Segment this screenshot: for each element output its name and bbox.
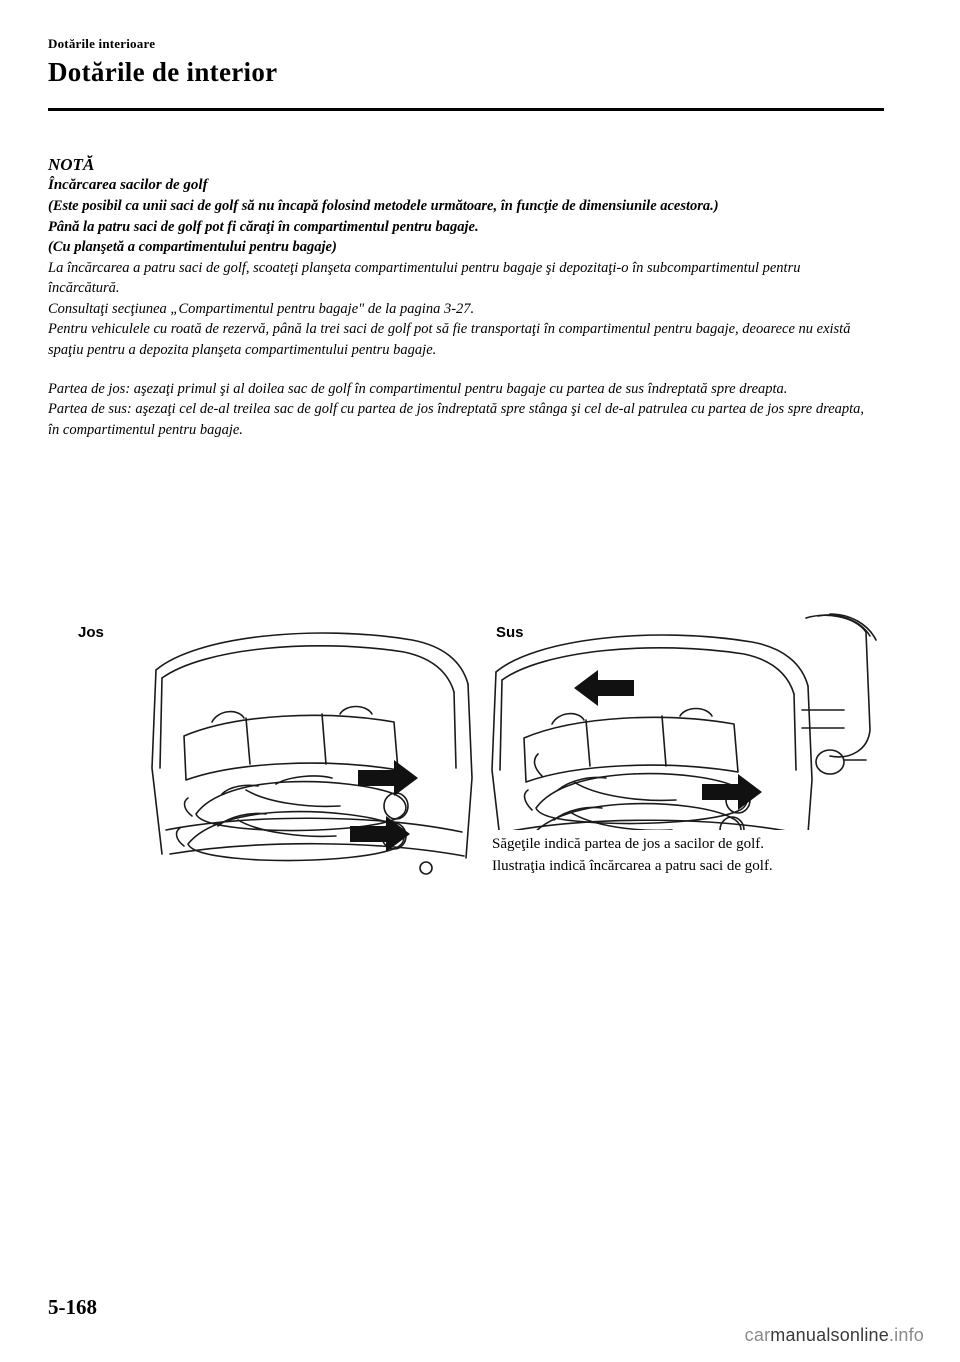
note-subtitle: Încărcarea sacilor de golf (48, 177, 208, 193)
watermark-suffix: .info (888, 1325, 924, 1345)
figure-golf-bag-loading (78, 618, 830, 888)
watermark-site (745, 1325, 924, 1346)
note-title: NOTĂ (48, 155, 95, 174)
page-header (48, 36, 884, 88)
illustration-bottom-loading (126, 618, 486, 888)
note-line-4: La încărcarea a patru saci de golf, scoateţi planşeta compartimentului pentru bagaje şi depozitaţi-o în subcompartimentul pentru încărcătură. (48, 259, 801, 297)
note-spacer (48, 361, 868, 379)
note-line-1: (Este posibil ca unii saci de golf să nu încapă folosind metodele următoare, în funcţie de dimensiunile acestora.) (48, 198, 719, 214)
figure-label-bottom: Jos (78, 624, 104, 641)
page-title: Dotările de interior (48, 57, 278, 87)
instruction-bottom: Partea de jos: aşezaţi primul şi al doilea sac de golf în compartimentul pentru bagaje cu partea de sus îndreptată spre dreapta. (48, 380, 788, 397)
note-line-2: Până la patru saci de golf pot fi căraţi în compartimentul pentru bagaje. (48, 218, 479, 235)
figure-caption (470, 830, 890, 880)
watermark-prefix: car (744, 1325, 771, 1345)
arrow-group-right (574, 670, 762, 810)
note-line-3: (Cu planşetă a compartimentului pentru bagaje) (48, 239, 337, 256)
note-line-6: Pentru vehiculele cu roată de rezervă, până la trei saci de golf pot să fie transportaţi în compartimentul pentru bagaje, deoarece nu există spaţiu pentru a depozita planşeta compartimentului pentru bagaje. (48, 321, 851, 359)
watermark-main: manualsonline (770, 1325, 889, 1345)
page-edge-graphic (800, 610, 890, 800)
figure-caption-line-2: Ilustraţia indică încărcarea a patru saci de golf. (492, 857, 773, 874)
note-block (48, 155, 868, 440)
page-number: 5-168 (48, 1295, 97, 1319)
note-line-5: Consultaţi secţiunea „Compartimentul pentru bagaje" de la pagina 3-27. (48, 300, 475, 317)
figure-caption-line-1: Săgeţile indică partea de jos a sacilor de golf. (492, 836, 764, 852)
figure-label-top: Sus (496, 624, 524, 641)
instruction-top: Partea de sus: aşezaţi cel de-al treilea sac de golf cu partea de jos îndreptată spre stânga şi cel de-al patrulea cu partea de jos spre dreapta, în compartimentul pentru bagaje. (48, 401, 865, 438)
header-eyebrow: Dotările interioare (48, 36, 156, 51)
header-divider (48, 108, 884, 111)
